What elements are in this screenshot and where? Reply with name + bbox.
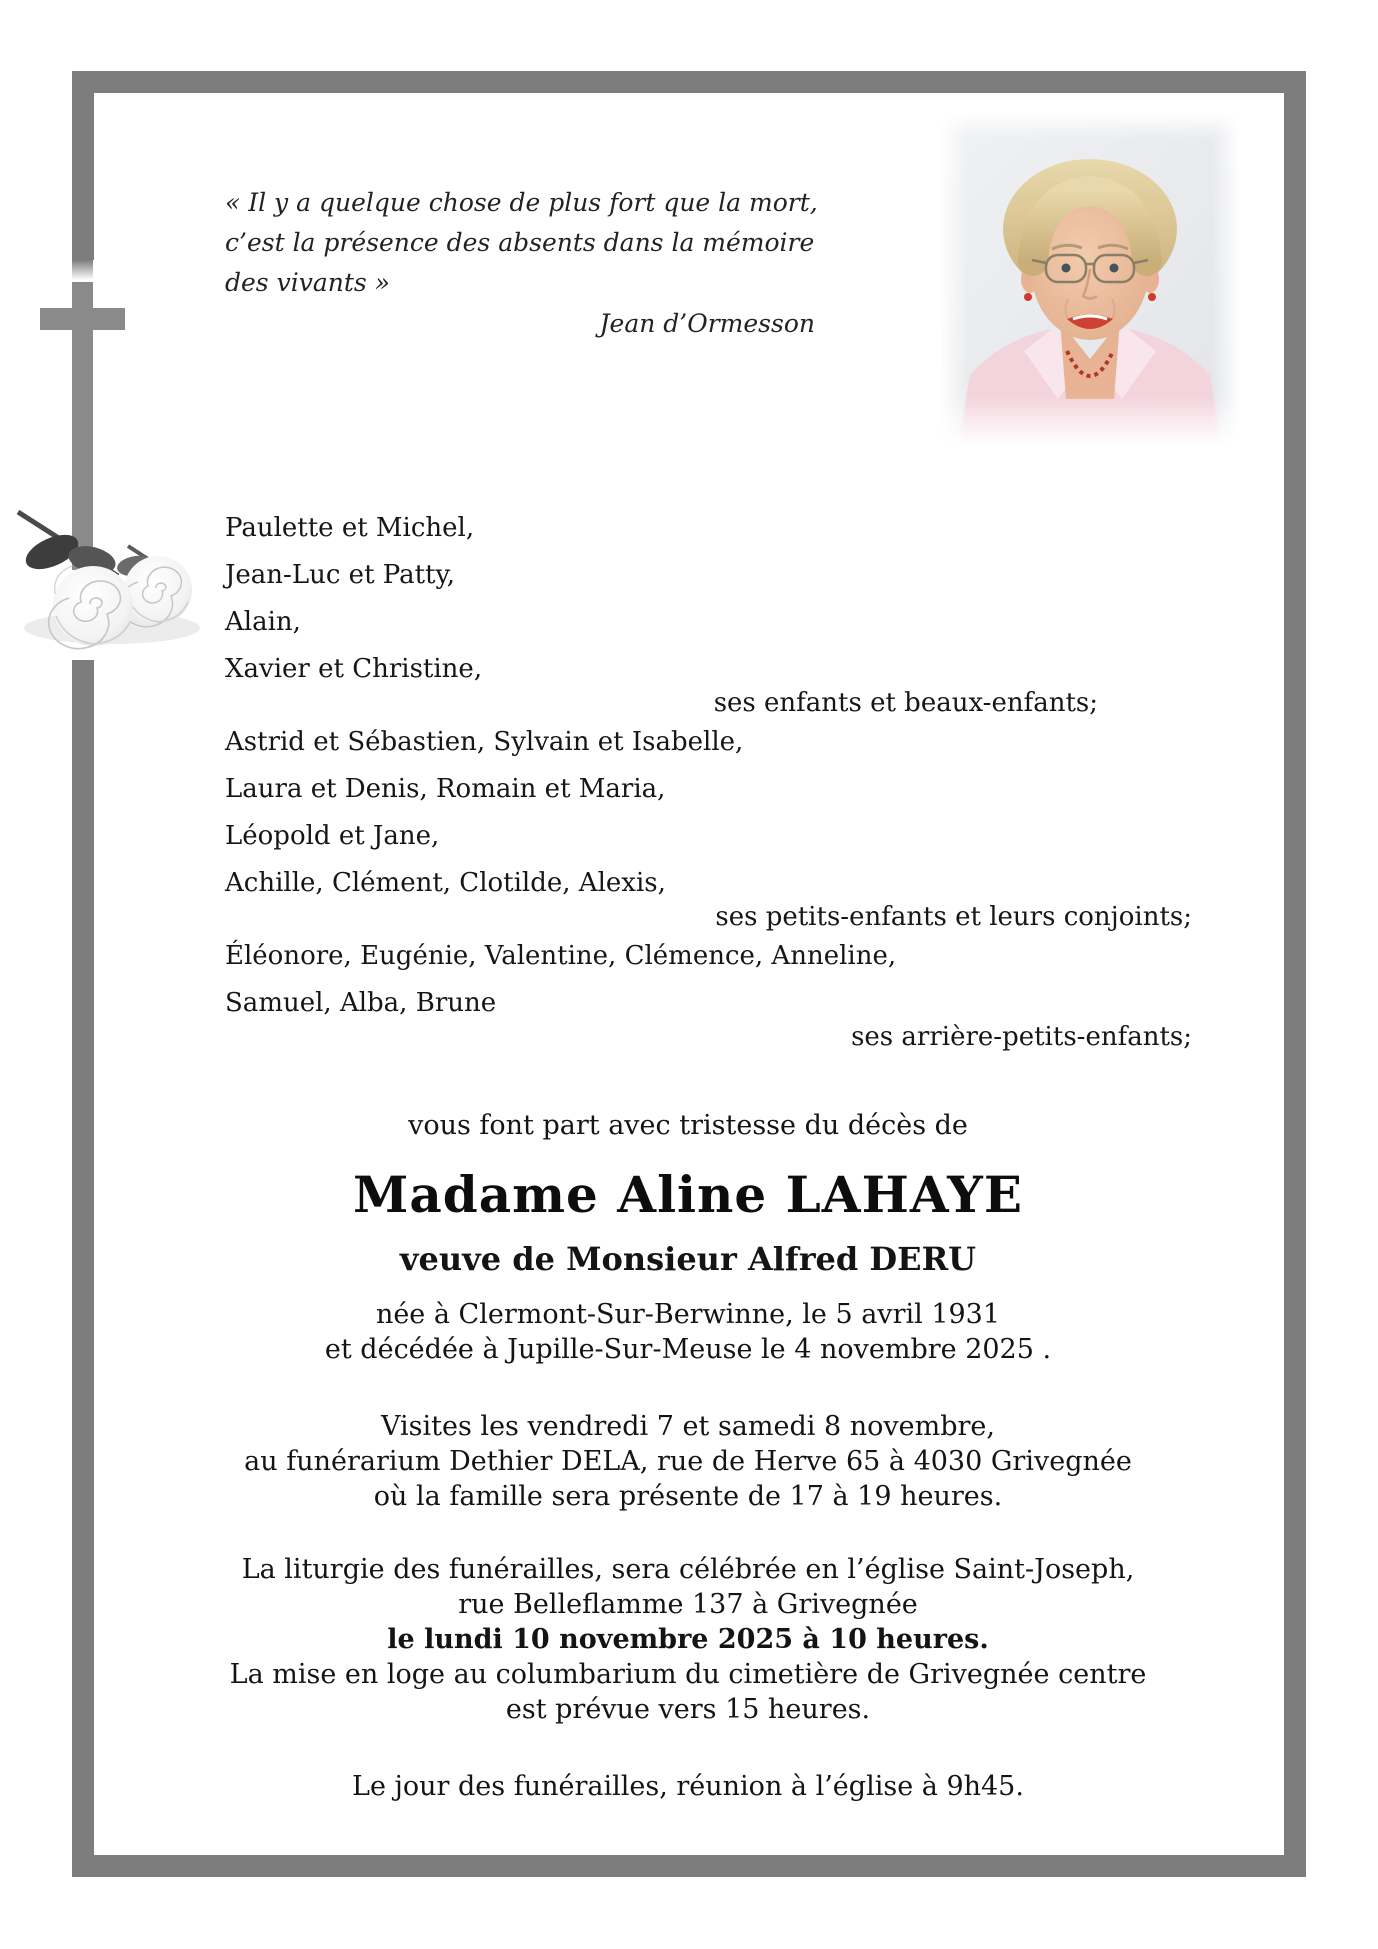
portrait-photo xyxy=(940,113,1240,445)
grandchildren-name-line: Léopold et Jane, xyxy=(225,821,440,851)
liturgy-line: rue Belleflamme 137 à Grivegnée xyxy=(458,1589,918,1620)
visits-line: où la famille sera présente de 17 à 19 heures. xyxy=(373,1481,1003,1512)
family-names-list xyxy=(225,505,1192,1061)
death-announcement xyxy=(93,1108,1283,1804)
grandchildren-relation-label: ses petits-enfants et leurs conjoints; xyxy=(715,902,1192,932)
grandchildren-name-line: Laura et Denis, Romain et Maria, xyxy=(225,774,666,804)
announcement-intro: vous font part avec tristesse du décès de xyxy=(408,1110,968,1141)
liturgy-datetime: le lundi 10 novembre 2025 à 10 heures. xyxy=(387,1624,989,1655)
quote-line-2: c’est la présence des absents dans la mémoire des vivants » xyxy=(225,228,815,297)
visits-line: au funérarium Dethier DELA, rue de Herve 65 à 4030 Grivegnée xyxy=(244,1446,1132,1477)
children-name-line: Paulette et Michel, xyxy=(225,513,475,543)
meeting-line: Le jour des funérailles, réunion à l’église à 9h45. xyxy=(352,1771,1024,1802)
birth-line: née à Clermont-Sur-Berwinne, le 5 avril 1931 xyxy=(375,1299,1001,1330)
cross-icon xyxy=(0,260,215,660)
children-name-line: Jean-Luc et Patty, xyxy=(225,560,456,590)
memorial-quote xyxy=(225,183,837,344)
children-name-line: Alain, xyxy=(225,607,301,637)
quote-attribution: Jean d’Ormesson xyxy=(599,309,815,338)
portrait-photo-image xyxy=(940,113,1240,445)
red-earring-left xyxy=(1024,293,1032,301)
red-earring-right xyxy=(1148,293,1156,301)
death-line: et décédée à Jupille-Sur-Meuse le 4 novembre 2025 . xyxy=(324,1334,1052,1365)
cross-shape xyxy=(40,282,125,570)
deceased-name: Madame Aline LAHAYE xyxy=(353,1165,1023,1224)
visits-line: Visites les vendredi 7 et samedi 8 novembre, xyxy=(381,1411,995,1442)
quote-line-1: « Il y a quelque chose de plus fort que la mort, xyxy=(225,188,818,217)
widow-of-line: veuve de Monsieur Alfred DERU xyxy=(399,1240,977,1278)
great-grandchildren-name-line: Samuel, Alba, Brune xyxy=(225,988,497,1018)
columbarium-line: est prévue vers 15 heures. xyxy=(505,1694,871,1725)
children-name-line: Xavier et Christine, xyxy=(225,654,483,684)
children-relation-label: ses enfants et beaux-enfants; xyxy=(713,688,1098,718)
great-grandchildren-relation-label: ses arrière-petits-enfants; xyxy=(851,1022,1192,1052)
grandchildren-name-line: Astrid et Sébastien, Sylvain et Isabelle, xyxy=(225,727,744,757)
columbarium-line: La mise en loge au columbarium du cimetière de Grivegnée centre xyxy=(229,1659,1147,1690)
liturgy-line: La liturgie des funérailles, sera célébrée en l’église Saint-Joseph, xyxy=(241,1554,1135,1585)
great-grandchildren-name-line: Éléonore, Eugénie, Valentine, Clémence, Anneline, xyxy=(225,941,897,971)
grandchildren-name-line: Achille, Clément, Clotilde, Alexis, xyxy=(225,868,666,898)
cross-and-roses-graphic xyxy=(0,260,215,660)
